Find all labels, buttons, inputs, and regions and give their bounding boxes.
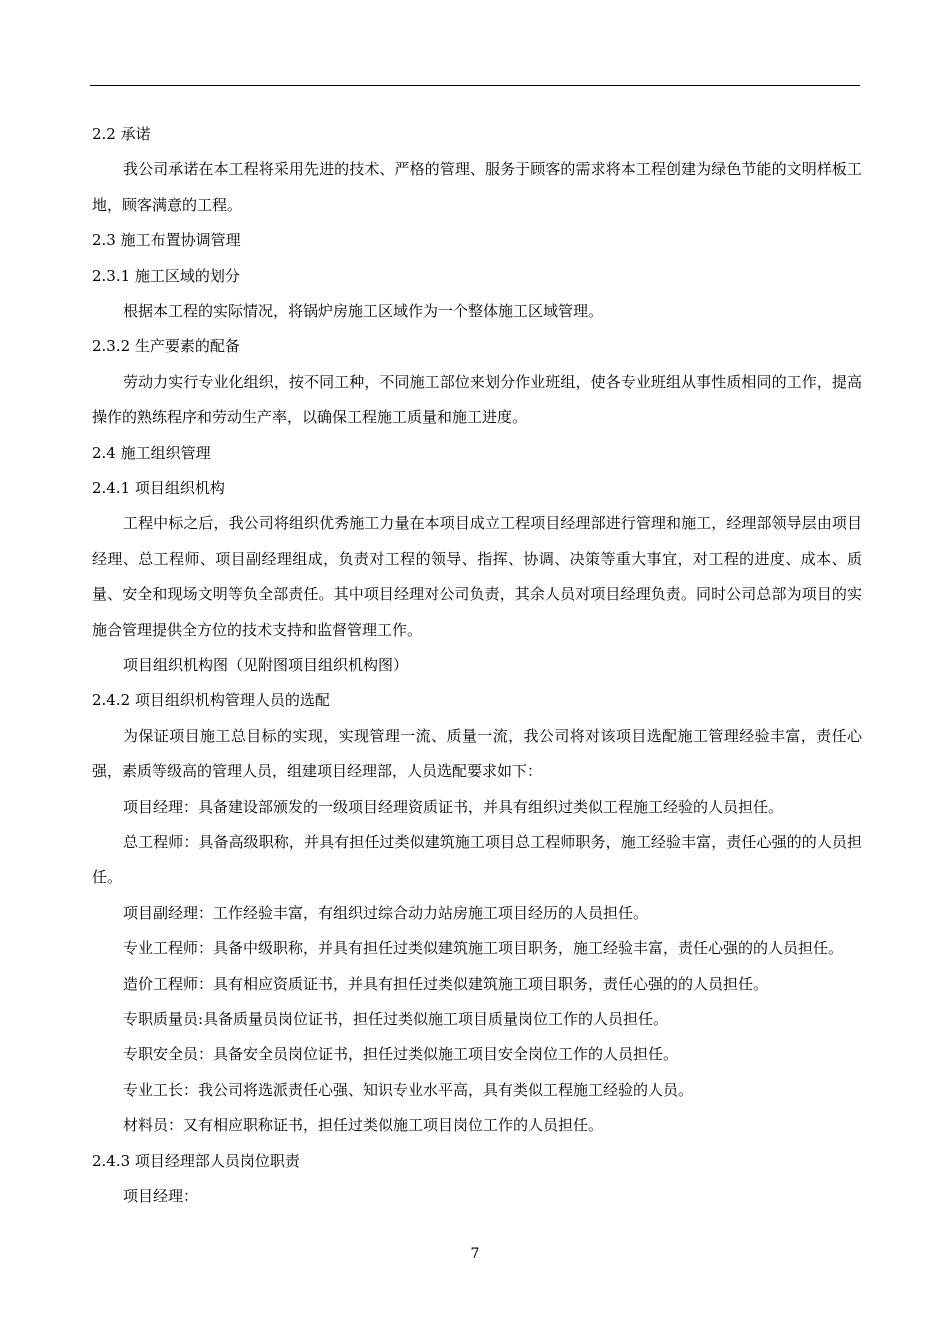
- page-number: 7: [470, 1246, 480, 1262]
- paragraph: 专业工程师：具备中级职称，并具有担任过类似建筑施工项目职务，施工经验丰富，责任心强的的人员担任。: [123, 939, 844, 958]
- section-heading: 2.4.3 项目经理部人员岗位职责: [92, 1151, 300, 1170]
- section-heading: 2.4.1 项目组织机构: [92, 478, 225, 497]
- paragraph: 项目经理：具备建设部颁发的一级项目经理资质证书，并具有组织过类似工程施工经验的人员担任。: [123, 797, 784, 816]
- section-heading: 2.3.1 施工区域的划分: [92, 266, 240, 285]
- paragraph: 专业工长：我公司将选派责任心强、知识专业水平高，具有类似工程施工经验的人员。: [123, 1080, 694, 1099]
- paragraph: 我公司承诺在本工程将采用先进的技术、严格的管理、服务于顾客的需求将本工程创建为绿色节能的文明样板工地，顾客满意的工程。: [92, 160, 862, 214]
- paragraph: 项目组织机构图（见附图项目组织机构图）: [123, 655, 409, 674]
- section-heading: 2.4.2 项目组织机构管理人员的选配: [92, 691, 330, 710]
- paragraph: 材料员：又有相应职称证书，担任过类似施工项目岗位工作的人员担任。: [123, 1116, 604, 1135]
- paragraph: 项目经理：: [123, 1186, 199, 1205]
- section-heading: 2.3 施工布置协调管理: [92, 231, 241, 250]
- paragraph: 专职安全员：具备安全员岗位证书，担任过类似施工项目安全岗位工作的人员担任。: [123, 1045, 679, 1064]
- paragraph: 总工程师：具备高级职称，并具有担任过类似建筑施工项目总工程师职务，施工经验丰富，责任心强的的人员担任。: [92, 832, 862, 887]
- paragraph: 造价工程师：具有相应资质证书，并具有担任过类似建筑施工项目职务，责任心强的的人员担任。: [123, 974, 769, 993]
- header-rule: [90, 85, 860, 86]
- paragraph: 工程中标之后，我公司将组织优秀施工力量在本项目成立工程项目经理部进行管理和施工，经理部领导层由项目经理、总工程师、项目副经理组成，负责对工程的领导、指挥、协调、决策等重大事宜，对工程的进度、成本、质量、安全和现场文明等负全部责任。其中项目经理对公司负责，其余人员对项目经理负责。同时公司总部为项目的实施合管理提供全方位的技术支持和监督管理工作。: [92, 514, 862, 639]
- paragraph: 为保证项目施工总目标的实现，实现管理一流、质量一流，我公司将对该项目选配施工管理经验丰富，责任心强，素质等级高的管理人员，组建项目经理部，人员选配要求如下：: [92, 726, 862, 781]
- section-heading: 2.3.2 生产要素的配备: [92, 337, 240, 356]
- document-body: [92, 117, 862, 1214]
- paragraph: 专职质量员:具备质量员岗位证书，担任过类似施工项目质量岗位工作的人员担任。: [123, 1009, 669, 1028]
- paragraph: 劳动力实行专业化组织，按不同工种，不同施工部位来划分作业班组，使各专业班组从事性质相同的工作，提高操作的熟练程序和劳动生产率，以确保工程施工质量和施工进度。: [92, 372, 862, 427]
- section-heading: 2.2 承诺: [92, 125, 151, 143]
- section-heading: 2.4 施工组织管理: [92, 443, 211, 462]
- paragraph: 根据本工程的实际情况，将锅炉房施工区域作为一个整体施工区域管理。: [123, 301, 604, 320]
- paragraph: 项目副经理：工作经验丰富，有组织过综合动力站房施工项目经历的人员担任。: [123, 903, 649, 922]
